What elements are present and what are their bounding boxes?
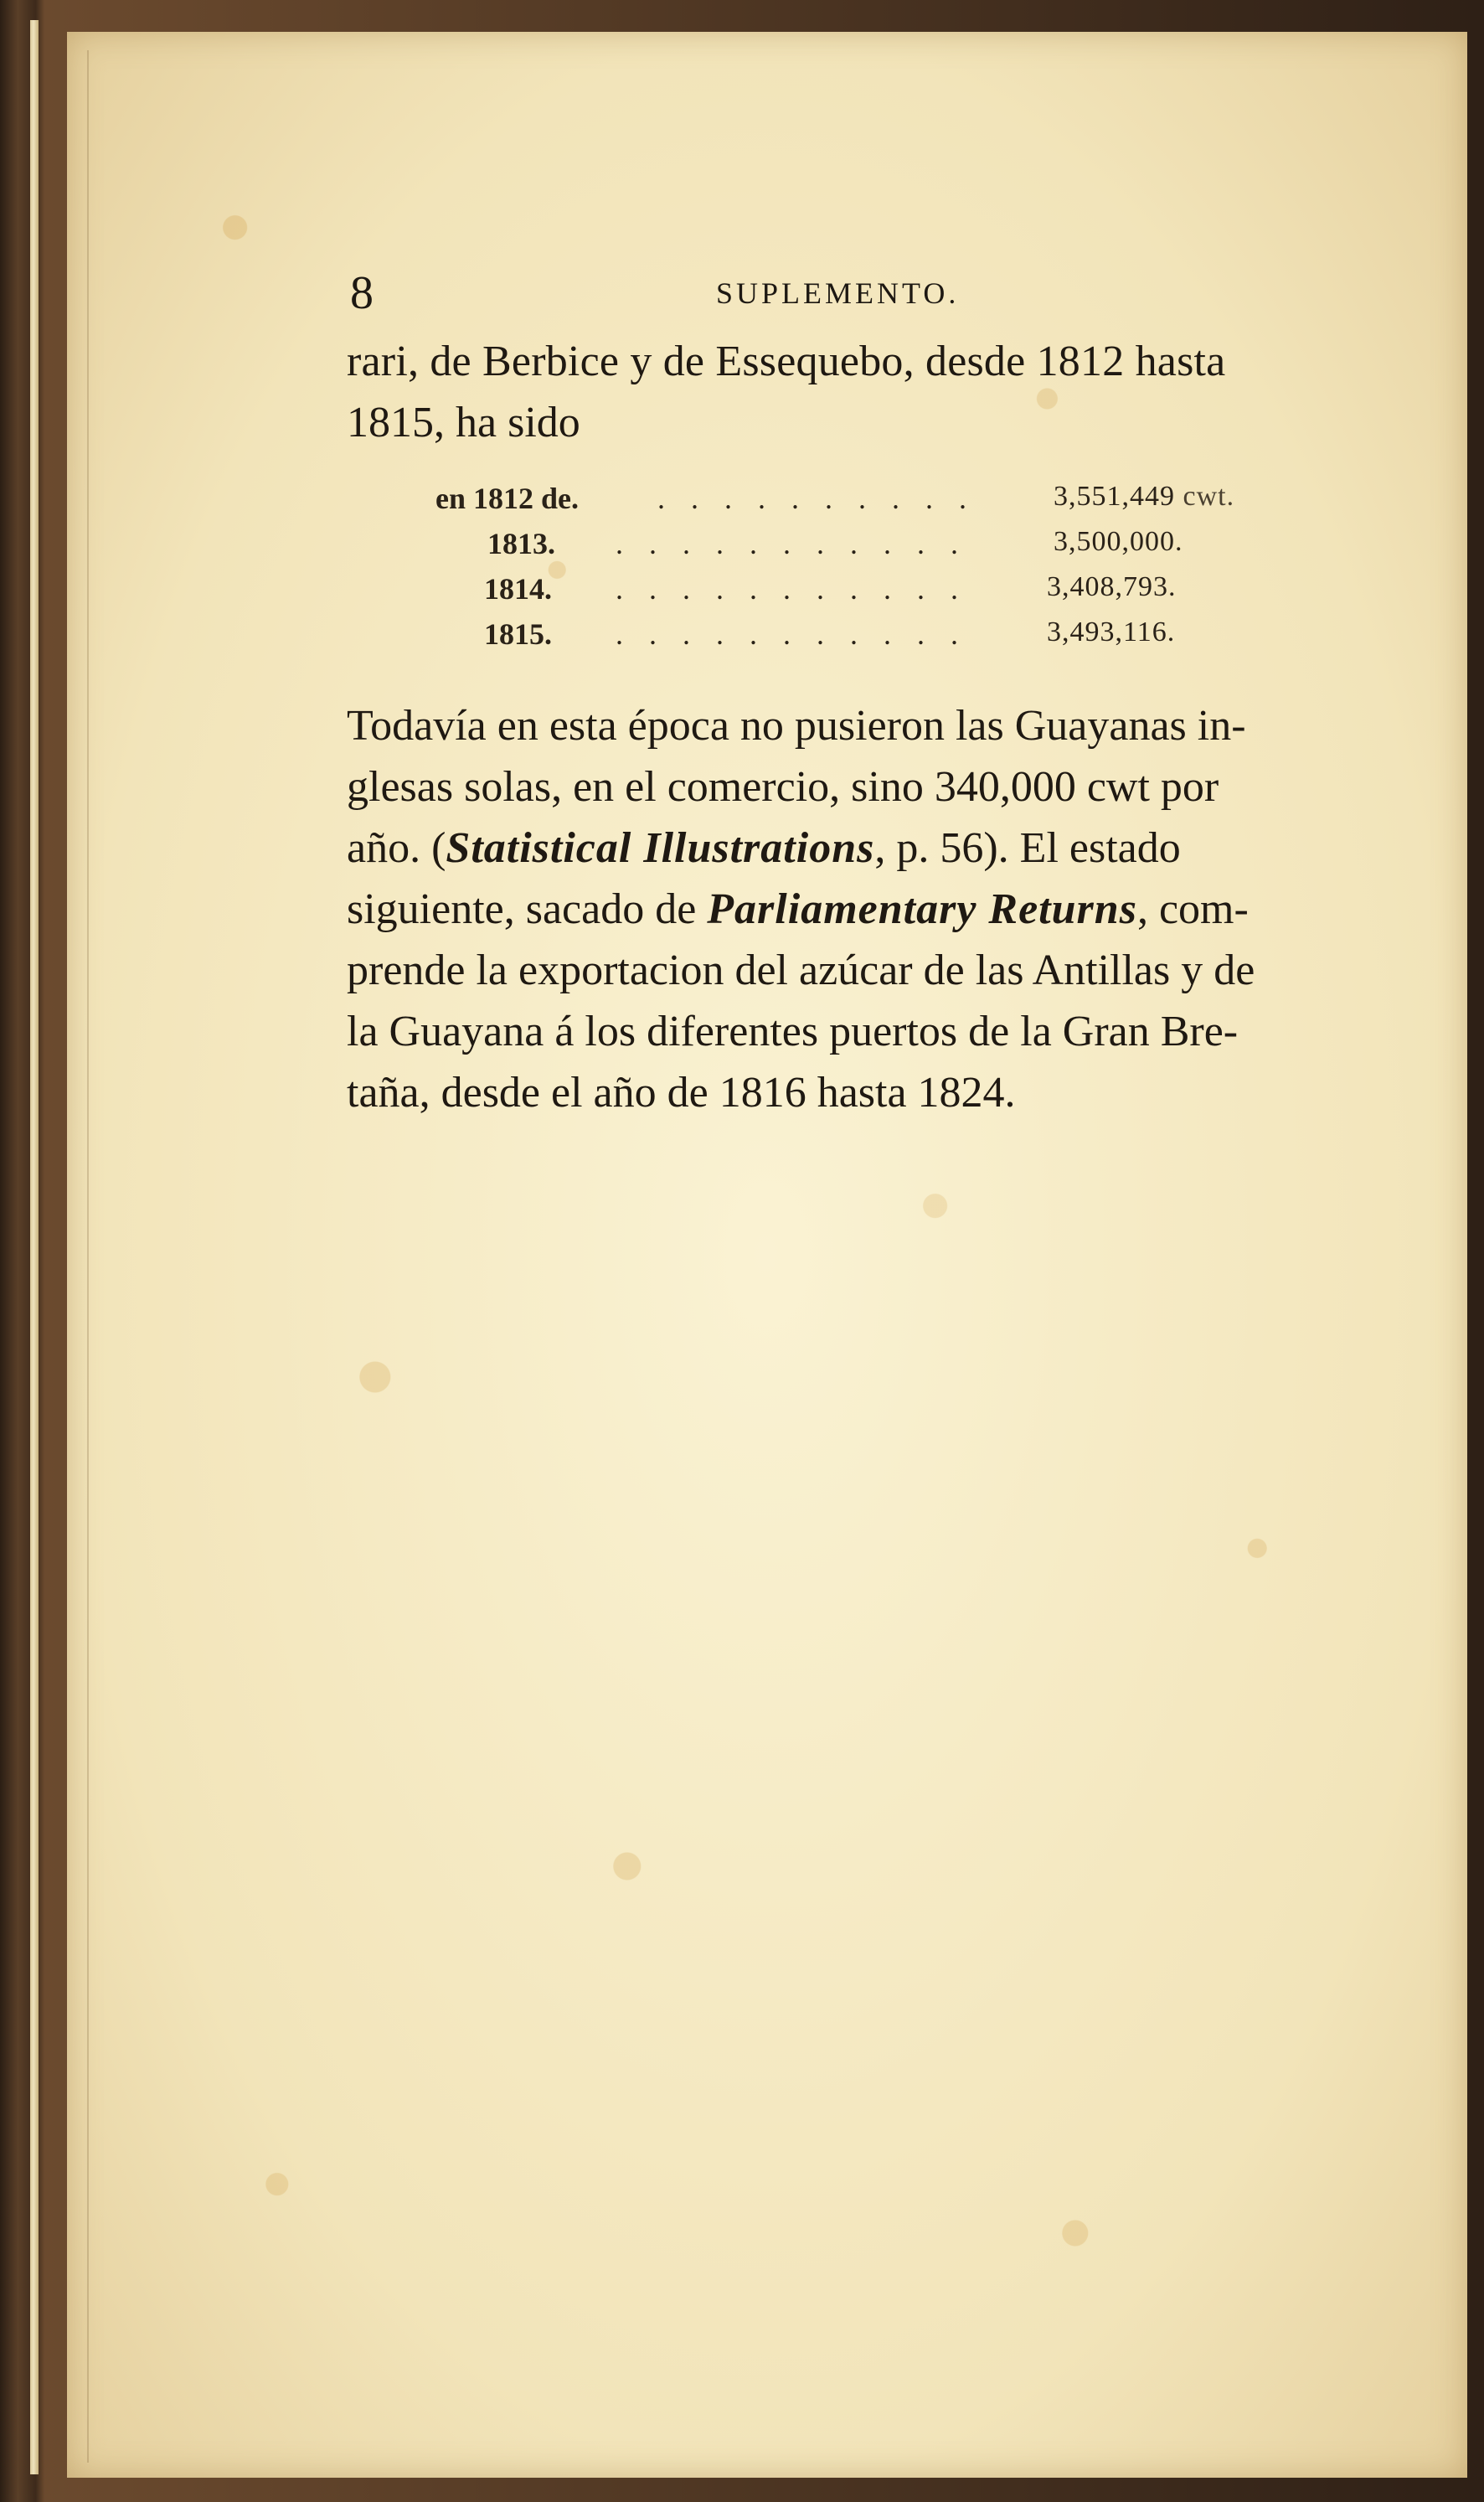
text-line: glesas solas, en el comercio, sino 340,000 cwt por <box>347 763 1219 811</box>
leader-dots: . . . . . . . . . . . <box>616 617 967 651</box>
page-number: 8 <box>350 267 374 319</box>
paragraph-main <box>347 695 1352 1123</box>
row-value <box>1054 526 1183 558</box>
text-line: rari, de Berbice y de Essequebo, desde 1812 hasta <box>347 338 1226 385</box>
text-line: 1815, ha sido <box>347 399 580 446</box>
row-year-label: 1813. <box>487 527 555 560</box>
text-segment: año. ( <box>347 824 446 872</box>
value-number: 3,500,000. <box>1054 526 1183 557</box>
text-segment: , com- <box>1136 885 1249 933</box>
table-row <box>435 474 1273 519</box>
text-line <box>347 818 1352 879</box>
value-number: 3,408,793. <box>1047 571 1177 602</box>
text-line: prende la exportacion del azúcar de las Antillas y de <box>347 947 1255 994</box>
paragraph-intro <box>347 331 1352 453</box>
gutter-line <box>87 50 89 2463</box>
sugar-exports-table <box>435 474 1273 655</box>
citation-title: Parliamentary Returns <box>707 885 1137 933</box>
running-title: SUPLEMENTO. <box>716 276 960 310</box>
row-value <box>1047 571 1177 603</box>
value-unit: cwt. <box>1183 481 1235 512</box>
row-year-label: 1815. <box>484 617 552 651</box>
row-value <box>1054 481 1234 513</box>
table-row <box>435 610 1273 655</box>
page-stack-edge <box>30 20 39 2474</box>
value-number: 3,551,449 <box>1054 481 1175 512</box>
text-segment: , p. 56). El estado <box>874 824 1181 872</box>
citation-title: Statistical Illustrations <box>446 824 875 872</box>
row-value <box>1047 616 1175 648</box>
table-row <box>435 519 1273 565</box>
value-number: 3,493,116. <box>1047 616 1176 647</box>
text-line: Todavía en esta época no pusieron las Guayanas in- <box>347 702 1246 750</box>
text-segment: siguiente, sacado de <box>347 885 708 933</box>
leader-dots: . . . . . . . . . . . <box>616 527 967 560</box>
running-head <box>0 260 1484 327</box>
row-year-label: en 1812 de. <box>435 482 579 515</box>
text-line <box>347 879 1352 940</box>
row-year-label: 1814. <box>484 572 552 606</box>
text-line: la Guayana á los diferentes puertos de la Gran Bre- <box>347 1008 1239 1055</box>
leader-dots: . . . . . . . . . . <box>657 482 976 515</box>
text-line: taña, desde el año de 1816 hasta 1824. <box>347 1069 1016 1117</box>
leader-dots: . . . . . . . . . . . <box>616 572 967 606</box>
table-row <box>435 565 1273 610</box>
